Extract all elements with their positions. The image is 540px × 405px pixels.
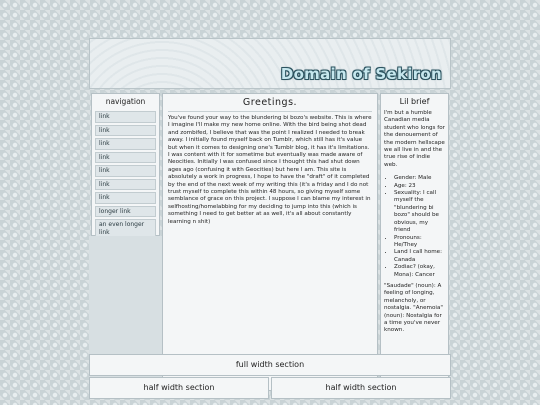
nav-link-even-longer[interactable]: an even longer link — [95, 219, 156, 238]
main-text: You've found your way to the blundering bi bozo's website. This is where I imagine I'll make my new home online. With the bird being shot dead and zombifed, I believe that was the point I realized I needed to break away. I initially found myself back on Tumblr, which still has it's value but when it comes to designing one's Tumblr blog, it has it's limitations. I was content with it for sometime but eventually was made aware of Neocities. Initially I was confused since I thought this had shut down ages ago (confusing it with Geocities) but here I am. This site is absolutely a work in progress, I hope to have the "draft" of it completed by the end of the next week of my writing this (it's a friday and I do not trust myself to complete this within 48 hours, so giving myself some semblance of grace on this project. I suppose I can blame my interest in selfhosting/homelabbing for my deciding to jump into this (which is something I need to get better at as well, it's all about constantly learning n shit) — [168, 115, 372, 225]
fact-gender: • Gender: Male — [394, 175, 445, 182]
main-title: Greetings. — [168, 97, 372, 112]
half-width-section-left: half width section — [89, 377, 269, 399]
page-frame — [89, 38, 451, 405]
main-content — [162, 93, 378, 391]
navigation-title: navigation — [105, 97, 146, 106]
fact-home: • Land I call home: Canada — [394, 249, 445, 264]
nav-link-5[interactable]: link — [95, 165, 156, 177]
nav-link-6[interactable]: link — [95, 179, 156, 191]
site-title: Domain of Sekiron — [280, 65, 442, 83]
full-width-section: full width section — [89, 354, 451, 376]
brief-facts — [384, 175, 445, 279]
brief-title: Lil brief — [399, 97, 430, 106]
brief-outro: "Saudade" (noun): A feeling of longing, melancholy, or nostalgia. "Anemoia" (noun): Nostalgia for a time you've never known. — [384, 282, 443, 334]
site-header — [89, 38, 451, 89]
nav-link-1[interactable]: link — [95, 111, 156, 123]
fact-pronouns: • Pronouns: He/They — [394, 235, 445, 250]
half-width-section-right: half width section — [271, 377, 451, 399]
fact-sexuality: • Sexuality: I call myself the "blundering bi bozo" should be obvious, my friend — [394, 190, 445, 234]
navigation-panel — [91, 93, 160, 236]
fact-zodiac: • Zodiac? (okay, Mona): Cancer — [394, 264, 445, 279]
nav-link-3[interactable]: link — [95, 138, 156, 150]
nav-link-7[interactable]: link — [95, 192, 156, 204]
nav-link-2[interactable]: link — [95, 125, 156, 137]
brief-panel — [380, 93, 449, 391]
nav-link-4[interactable]: link — [95, 152, 156, 164]
nav-link-longer[interactable]: longer link — [95, 206, 156, 218]
brief-intro: I'm but a humble Canadian media student who longs for the denouement of the modern hellscape we all live in and the true rise of indie web. — [384, 110, 445, 168]
fact-age: • Age: 23 — [394, 183, 445, 190]
